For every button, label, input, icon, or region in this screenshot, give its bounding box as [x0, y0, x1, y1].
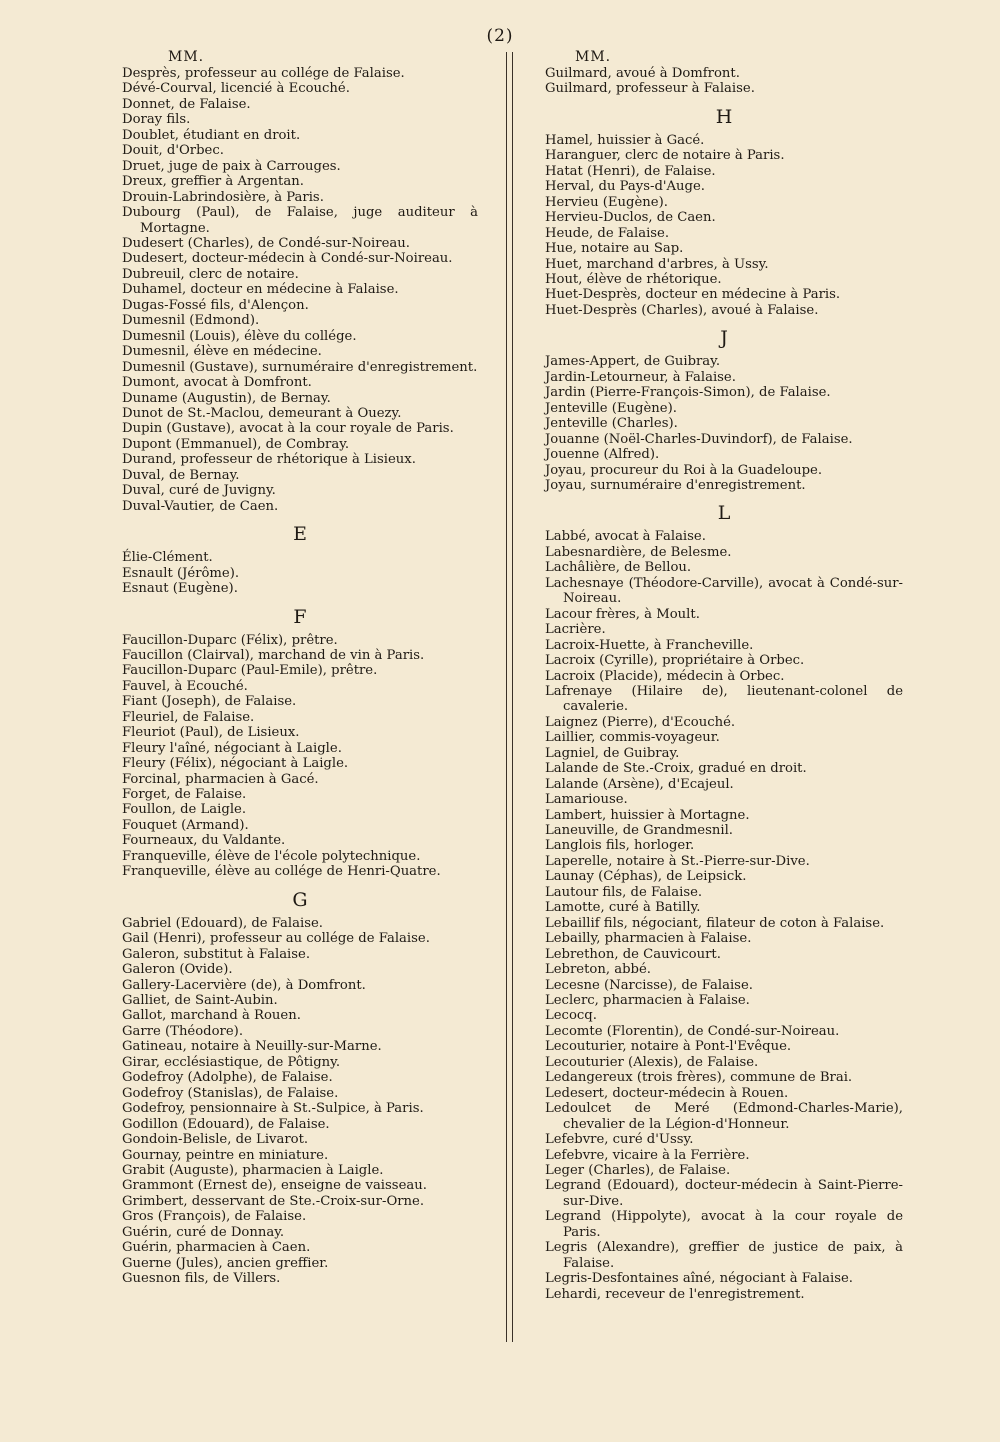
name-entry: Godefroy, pensionnaire à St.-Sulpice, à Paris. — [122, 1101, 424, 1117]
name-entry: Duval-Vautier, de Caen. — [122, 498, 279, 514]
name-entry: Ledesert, docteur-médecin à Rouen. — [545, 1085, 789, 1101]
name-entry: Dubourg (Paul), de Falaise, juge auditeur à Mortagne. — [122, 205, 478, 236]
name-entry: Fleuriel, de Falaise. — [122, 709, 255, 725]
name-entry: Garre (Théodore). — [122, 1023, 244, 1039]
name-entry: Lagniel, de Guibray. — [545, 745, 680, 761]
name-entry: Élie-Clément. — [122, 550, 213, 566]
name-entry: Jardin (Pierre-François-Simon), de Falaise. — [545, 385, 831, 401]
name-entry: Leger (Charles), de Falaise. — [545, 1163, 731, 1178]
name-entry: Dupin (Gustave), avocat à la cour royale de Paris. — [122, 421, 454, 437]
name-entry: Lebreton, abbé. — [545, 962, 651, 978]
left-column — [122, 48, 478, 1287]
name-entry: Lamotte, curé à Batilly. — [545, 900, 701, 916]
name-entry: Franqueville, élève au collége de Henri-Quatre. — [122, 864, 441, 880]
name-entry: Grimbert, desservant de Ste.-Croix-sur-Orne. — [122, 1193, 425, 1209]
name-entry: Lacroix (Cyrille), propriétaire à Orbec. — [545, 653, 805, 669]
name-entry: Jardin-Letourneur, à Falaise. — [545, 369, 736, 385]
name-entry: Hervieu (Eugène). — [545, 194, 668, 210]
name-entry: Hervieu-Duclos, de Caen. — [545, 210, 716, 226]
name-entry: Launay (Céphas), de Leipsick. — [545, 869, 747, 885]
name-entry: Dudesert (Charles), de Condé-sur-Noireau. — [122, 235, 410, 251]
name-entry: Lecocq. — [545, 1008, 597, 1024]
name-entry: Heude, de Falaise. — [545, 225, 670, 241]
name-entry: Lefebvre, curé d'Ussy. — [545, 1132, 694, 1148]
name-entry: Dumesnil (Edmond). — [122, 313, 260, 329]
section-letter: E — [293, 523, 307, 546]
name-entry: Lacrière. — [545, 622, 606, 638]
name-entry: Gondoin-Belisle, de Livarot. — [122, 1132, 309, 1148]
name-entry: Lalande de Ste.-Croix, gradué en droit. — [545, 761, 807, 777]
name-entry: Desprès, professeur au collége de Falaise. — [122, 66, 405, 81]
name-entry: Duname (Augustin), de Bernay. — [122, 390, 331, 406]
name-entry: Herval, du Pays-d'Auge. — [545, 179, 705, 195]
name-entry: Ledangereux (trois frères), commune de Brai. — [545, 1070, 853, 1086]
name-entry: Gabriel (Edouard), de Falaise. — [122, 915, 323, 931]
name-entry: Franqueville, élève de l'école polytechnique. — [122, 848, 421, 864]
name-entry: Galliet, de Saint-Aubin. — [122, 993, 278, 1009]
name-entry: Lalande (Arsène), d'Ecajeul. — [545, 776, 734, 792]
name-entry: Guerne (Jules), ancien greffier. — [122, 1255, 329, 1271]
name-entry: Faucillon-Duparc (Félix), prêtre. — [122, 632, 338, 648]
name-entry: Godefroy (Adolphe), de Falaise. — [122, 1070, 333, 1086]
name-entry: Lacroix-Huette, à Francheville. — [545, 637, 754, 653]
name-entry: Dreux, greffier à Argentan. — [122, 174, 304, 190]
name-entry: Dumesnil (Louis), élève du collége. — [122, 328, 357, 344]
entry-blocks — [122, 66, 478, 1287]
name-entry: Dubreuil, clerc de notaire. — [122, 266, 299, 282]
name-entry: Faucillon (Clairval), marchand de vin à Paris. — [122, 647, 425, 663]
name-entry: Guilmard, professeur à Falaise. — [545, 81, 755, 97]
name-entry: Guérin, pharmacien à Caen. — [122, 1240, 311, 1256]
name-entry: Doray fils. — [122, 112, 191, 128]
column-header: MM. — [168, 49, 205, 65]
name-entry: Lachesnaye (Théodore-Carville), avocat à Condé-sur-Noireau. — [545, 575, 903, 607]
name-entry: Lecomte (Florentin), de Condé-sur-Noireau. — [545, 1023, 840, 1039]
name-entry: Fleury (Félix), négociant à Laigle. — [122, 756, 349, 772]
name-entry: Duval, curé de Juvigny. — [122, 483, 276, 499]
name-entry: Lacroix (Placide), médecin à Orbec. — [545, 668, 785, 684]
column-header: MM. — [575, 49, 612, 65]
name-entry: Labbé, avocat à Falaise. — [545, 529, 706, 545]
name-entry: Grammont (Ernest de), enseigne de vaisseau. — [122, 1178, 427, 1194]
name-entry: Galeron (Ovide). — [122, 962, 233, 978]
name-entry: Huet-Desprès, docteur en médecine à Paris. — [545, 287, 841, 303]
name-entry: Esnault (Jérôme). — [122, 565, 240, 581]
name-entry: Jenteville (Charles). — [545, 416, 678, 432]
name-entry: Leclerc, pharmacien à Falaise. — [545, 993, 750, 1009]
name-entry: Lafrenaye (Hilaire de), lieutenant-colonel de cavalerie. — [545, 683, 903, 715]
name-entry: Gail (Henri), professeur au collége de Falaise. — [122, 931, 430, 947]
name-entry: Huet-Desprès (Charles), avoué à Falaise. — [545, 302, 819, 318]
name-entry: Lefebvre, vicaire à la Ferrière. — [545, 1147, 750, 1163]
name-entry: Forget, de Falaise. — [122, 787, 247, 803]
name-entry: Drouin-Labrindosière, à Paris. — [122, 189, 324, 205]
name-entry: Laperelle, notaire à St.-Pierre-sur-Dive. — [545, 853, 810, 869]
name-entry: Fleury l'aîné, négociant à Laigle. — [122, 740, 342, 756]
name-entry: Douit, d'Orbec. — [122, 143, 224, 159]
entry-blocks — [545, 66, 903, 1302]
name-entry: Dunot de St.-Maclou, demeurant à Ouezy. — [122, 405, 402, 421]
name-entry: Lecouturier (Alexis), de Falaise. — [545, 1054, 759, 1070]
name-entry: Laneuville, de Grandmesnil. — [545, 823, 733, 839]
name-entry: Duval, de Bernay. — [122, 467, 240, 483]
name-entry: Forcinal, pharmacien à Gacé. — [122, 771, 319, 787]
name-entry: Grabit (Auguste), pharmacien à Laigle. — [122, 1163, 384, 1178]
name-entry: Hatat (Henri), de Falaise. — [545, 163, 716, 179]
column-divider — [506, 52, 507, 1342]
name-entry: Donnet, de Falaise. — [122, 96, 251, 112]
name-entry: Fiant (Joseph), de Falaise. — [122, 694, 297, 710]
name-entry: Labesnardière, de Belesme. — [545, 544, 732, 560]
name-entry: Doublet, étudiant en droit. — [122, 127, 301, 143]
name-entry: Dudesert, docteur-médecin à Condé-sur-Noireau. — [122, 251, 453, 267]
name-entry: Duhamel, docteur en médecine à Falaise. — [122, 282, 399, 298]
name-entry: Fouquet (Armand). — [122, 817, 249, 833]
name-entry: Lachâlière, de Bellou. — [545, 560, 692, 576]
name-entry: Girar, ecclésiastique, de Pôtigny. — [122, 1054, 341, 1070]
section-letter: H — [715, 105, 733, 128]
name-entry: Laignez (Pierre), d'Ecouché. — [545, 714, 736, 730]
section-letter: J — [720, 327, 728, 350]
right-column — [545, 48, 903, 1302]
name-entry: Faucillon-Duparc (Paul-Emile), prêtre. — [122, 663, 378, 679]
name-entry: Lebaillif fils, négociant, filateur de coton à Falaise. — [545, 915, 885, 931]
name-entry: Gournay, peintre en miniature. — [122, 1147, 329, 1163]
name-entry: Gallot, marchand à Rouen. — [122, 1008, 301, 1024]
name-entry: Joyau, surnuméraire d'enregistrement. — [545, 477, 806, 493]
name-entry: Esnaut (Eugène). — [122, 581, 238, 597]
name-entry: Guesnon fils, de Villers. — [122, 1271, 281, 1287]
name-entry: James-Appert, de Guibray. — [545, 354, 721, 370]
name-entry: Dumesnil, élève en médecine. — [122, 344, 322, 360]
name-entry: Gatineau, notaire à Neuilly-sur-Marne. — [122, 1039, 382, 1055]
name-entry: Fauvel, à Ecouché. — [122, 678, 248, 694]
name-entry: Durand, professeur de rhétorique à Lisieux. — [122, 452, 416, 468]
name-entry: Ledoulcet de Meré (Edmond-Charles-Marie), chevalier de la Légion-d'Honneur. — [545, 1101, 903, 1132]
name-entry: Dumesnil (Gustave), surnuméraire d'enregistrement. — [122, 359, 478, 375]
name-entry: Joyau, procureur du Roi à la Guadeloupe. — [545, 462, 823, 478]
name-entry: Lecesne (Narcisse), de Falaise. — [545, 977, 753, 993]
name-entry: Legris (Alexandre), greffier de justice de paix, à Falaise. — [545, 1240, 903, 1271]
name-entry: Lacour frères, à Moult. — [545, 606, 700, 622]
name-entry: Godefroy (Stanislas), de Falaise. — [122, 1085, 339, 1101]
name-entry: Gallery-Lacervière (de), à Domfront. — [122, 977, 366, 993]
name-entry: Dugas-Fossé fils, d'Alençon. — [122, 297, 309, 313]
name-entry: Jouanne (Noël-Charles-Duvindorf), de Falaise. — [545, 431, 853, 447]
name-entry: Lehardi, receveur de l'enregistrement. — [545, 1286, 805, 1302]
name-entry: Lautour fils, de Falaise. — [545, 884, 703, 900]
name-entry: Dévé-Courval, licencié à Ecouché. — [122, 81, 350, 97]
name-entry: Langlois fils, horloger. — [545, 838, 695, 854]
name-entry: Jouenne (Alfred). — [545, 447, 660, 463]
name-entry: Huet, marchand d'arbres, à Ussy. — [545, 256, 769, 272]
name-entry: Lambert, huissier à Mortagne. — [545, 807, 750, 823]
name-entry: Druet, juge de paix à Carrouges. — [122, 158, 341, 174]
name-entry: Laillier, commis-voyageur. — [545, 730, 720, 746]
name-entry: Lebailly, pharmacien à Falaise. — [545, 931, 752, 947]
section-letter: L — [717, 502, 731, 525]
name-entry: Legrand (Hippolyte), avocat à la cour royale de Paris. — [545, 1209, 903, 1240]
name-entry: Legris-Desfontaines aîné, négociant à Falaise. — [545, 1271, 853, 1287]
name-entry: Lamariouse. — [545, 792, 628, 808]
page-number: (2) — [486, 26, 514, 46]
name-entry: Godillon (Edouard), de Falaise. — [122, 1116, 330, 1132]
name-entry: Hamel, huissier à Gacé. — [545, 132, 705, 148]
name-entry: Hue, notaire au Sap. — [545, 241, 684, 257]
name-entry: Galeron, substitut à Falaise. — [122, 946, 311, 962]
name-entry: Jenteville (Eugène). — [545, 400, 677, 416]
name-entry: Fourneaux, du Valdante. — [122, 833, 286, 849]
name-entry: Guérin, curé de Donnay. — [122, 1224, 285, 1240]
name-entry: Dumont, avocat à Domfront. — [122, 375, 312, 391]
name-entry: Fleuriot (Paul), de Lisieux. — [122, 725, 300, 741]
name-entry: Gros (François), de Falaise. — [122, 1209, 307, 1225]
name-entry: Hout, élève de rhétorique. — [545, 271, 722, 287]
section-letter: G — [292, 888, 308, 911]
name-entry: Dupont (Emmanuel), de Combray. — [122, 436, 350, 452]
name-entry: Lebrethon, de Cauvicourt. — [545, 946, 721, 962]
name-entry: Lecouturier, notaire à Pont-l'Evêque. — [545, 1039, 792, 1055]
column-divider — [512, 52, 513, 1342]
section-letter: F — [293, 605, 307, 628]
name-entry: Foullon, de Laigle. — [122, 802, 247, 818]
name-entry: Legrand (Edouard), docteur-médecin à Saint-Pierre-sur-Dive. — [545, 1178, 903, 1209]
name-entry: Guilmard, avoué à Domfront. — [545, 66, 740, 81]
name-entry: Haranguer, clerc de notaire à Paris. — [545, 148, 785, 164]
